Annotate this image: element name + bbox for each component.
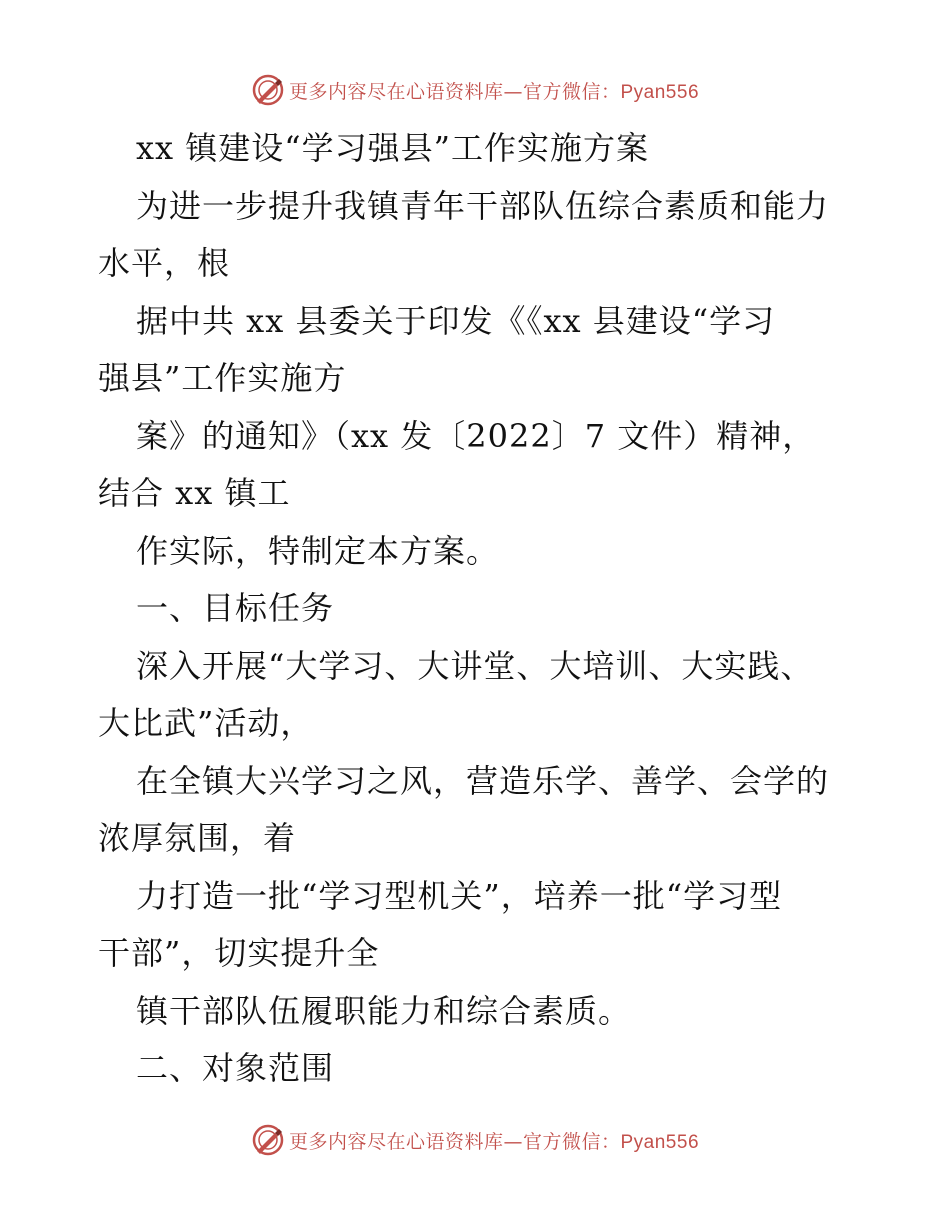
watermark-separator: — <box>503 1130 523 1153</box>
doc-line: 在全镇大兴学习之风，营造乐学、善学、会学的 <box>136 761 830 800</box>
watermark-wechat-id: Pyan556 <box>620 1131 700 1153</box>
watermark-wechat-label: 官方微信： <box>522 80 621 103</box>
watermark-banner-top <box>0 70 950 110</box>
doc-title-line: xx 镇建设“学习强县”工作实施方案 <box>136 129 649 167</box>
watermark-wechat-id: Pyan556 <box>620 81 700 103</box>
watermark-banner-bottom <box>0 1120 950 1160</box>
section-heading: 一、目标任务 <box>136 589 335 627</box>
doc-line: 强县”工作实施方 <box>98 359 347 397</box>
doc-line: 为进一步提升我镇青年干部队伍综合素质和能力 <box>136 186 830 225</box>
doc-line: 据中共 xx 县委关于印发《《xx 县建设“学习 <box>136 301 776 340</box>
section-heading: 二、对象范围 <box>136 1049 335 1087</box>
document-body <box>98 120 858 1098</box>
pen-logo-icon <box>251 73 285 107</box>
doc-line: 结合 xx 镇工 <box>98 474 291 512</box>
doc-line: 浓厚氛围，着 <box>98 819 297 857</box>
watermark-wechat-label: 官方微信： <box>522 1130 621 1153</box>
doc-line: 作实际，特制定本方案。 <box>136 531 500 570</box>
doc-line: 深入开展“大学习、大讲堂、大培训、大实践、 <box>136 646 814 685</box>
doc-line: 案》的通知》（xx 发〔2022〕7 文件）精神， <box>136 416 816 455</box>
doc-line: 干部”，切实提升全 <box>98 934 380 972</box>
watermark-text <box>289 1127 699 1154</box>
pen-logo-icon <box>251 1123 285 1157</box>
watermark-text <box>289 77 699 104</box>
doc-line: 大比武”活动， <box>98 704 314 742</box>
watermark-site-text: 更多内容尽在心语资料库 <box>288 80 504 103</box>
doc-line: 水平，根 <box>98 244 231 282</box>
doc-line: 力打造一批“学习型机关”，培养一批“学习型 <box>136 876 783 915</box>
doc-line: 镇干部队伍履职能力和综合素质。 <box>136 991 632 1030</box>
watermark-separator: — <box>503 80 523 103</box>
watermark-site-text: 更多内容尽在心语资料库 <box>288 1130 504 1153</box>
